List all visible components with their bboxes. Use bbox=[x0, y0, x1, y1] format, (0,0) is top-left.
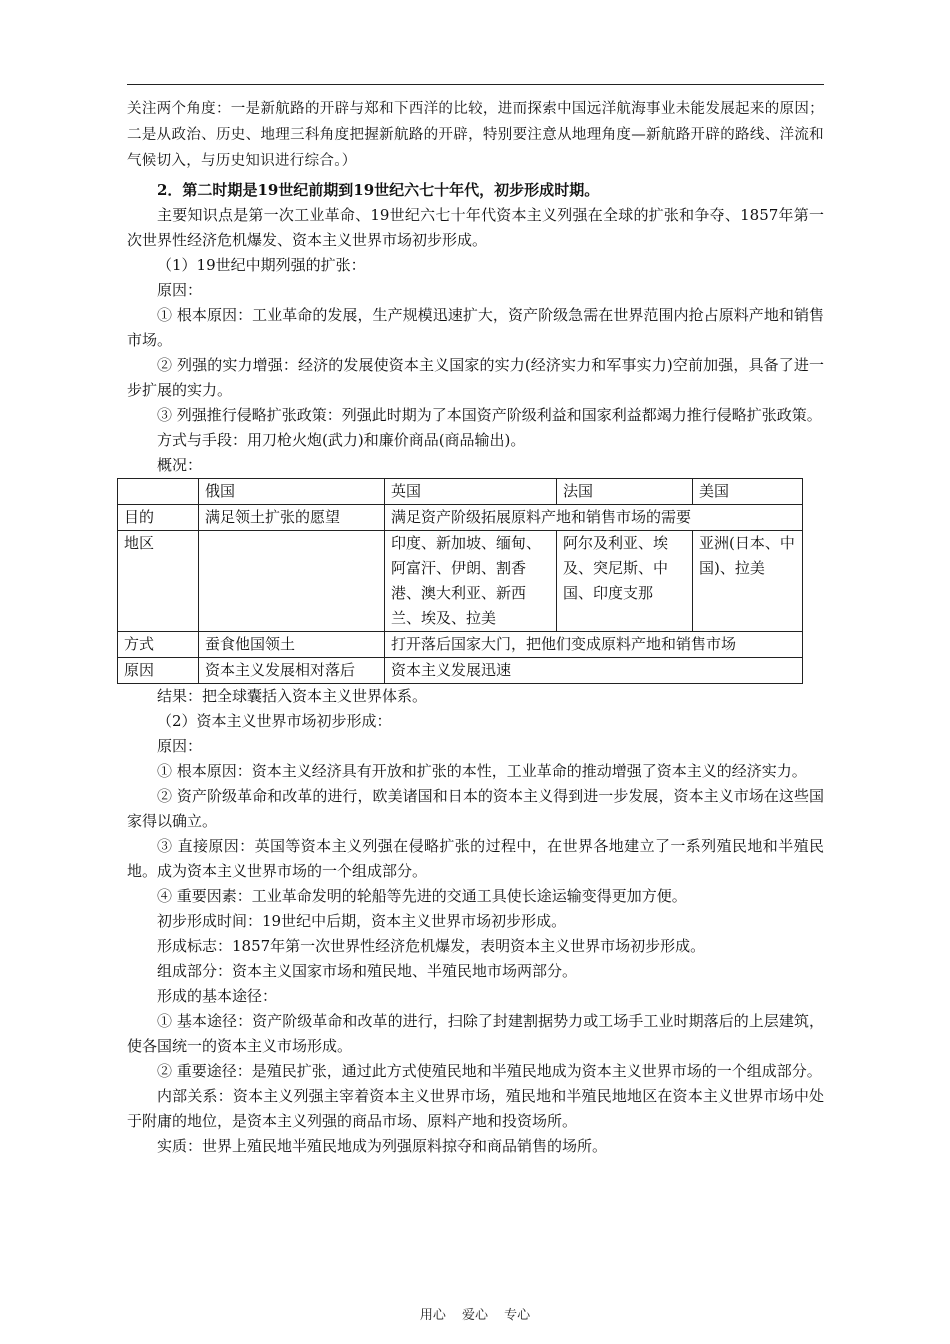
reason-item: ② 资产阶级革命和改革的进行，欧美诸国和日本的资本主义得到进一步发展，资本主义市场在这些国家得以确立。 bbox=[127, 787, 824, 830]
table-cell: 蚕食他国领土 bbox=[199, 632, 385, 658]
time-paragraph: 初步形成时间：19世纪中后期，资本主义世界市场初步形成。 bbox=[157, 912, 567, 930]
table-cell: 资本主义发展迅速 bbox=[385, 658, 803, 684]
table-cell bbox=[199, 531, 385, 632]
row-label: 方式 bbox=[118, 632, 199, 658]
header-rule bbox=[127, 84, 824, 85]
table-row bbox=[118, 632, 803, 658]
reasons-label: 原因： bbox=[157, 737, 203, 755]
row-label: 目的 bbox=[118, 505, 199, 531]
section-heading: 2．第二时期是19世纪前期到19世纪六七十年代，初步形成时期。 bbox=[157, 181, 600, 199]
reason-item: ③ 直接原因：英国等资本主义列强在侵略扩张的过程中，在世界各地建立了一系列殖民地和半殖民地。成为资本主义世界市场的一个组成部分。 bbox=[127, 837, 824, 880]
overview-label: 概况： bbox=[157, 456, 203, 474]
reason-item: ④ 重要因素：工业革命发明的轮船等先进的交通工具使长途运输变得更加方便。 bbox=[157, 887, 687, 905]
methods-paragraph: 方式与手段：用刀枪火炮(武力)和廉价商品(商品输出)。 bbox=[157, 431, 526, 449]
path-item: ① 基本途径：资产阶级革命和改革的进行，扫除了封建割据势力或工场手工业时期落后的上层建筑，使各国统一的资本主义市场形成。 bbox=[127, 1012, 824, 1055]
reasons-label: 原因： bbox=[157, 281, 203, 299]
table-cell: 资本主义发展相对落后 bbox=[199, 658, 385, 684]
table-cell: 阿尔及利亚、埃及、突尼斯、中国、印度支那 bbox=[557, 531, 693, 632]
table-cell: 美国 bbox=[693, 479, 803, 505]
intro-paragraph: 关注两个角度：一是新航路的开辟与郑和下西洋的比较，进而探索中国远洋航海事业未能发展起来的原因；二是从政治、历史、地理三科角度把握新航路的开辟，特别要注意从地理角度—新航路开辟的路线、洋流和气候切入，与历史知识进行综合。） bbox=[127, 101, 824, 169]
reason-item: ① 根本原因：资本主义经济具有开放和扩张的本性，工业革命的推动增强了资本主义的经济实力。 bbox=[157, 762, 807, 780]
footer-word: 用心 bbox=[419, 1308, 446, 1323]
row-label: 原因 bbox=[118, 658, 199, 684]
overview-table bbox=[117, 478, 803, 684]
reason-item: ① 根本原因：工业革命的发展，生产规模迅速扩大，资产阶级急需在世界范围内抢占原料产地和销售市场。 bbox=[127, 306, 824, 349]
table-cell: 满足资产阶级拓展原料产地和销售市场的需要 bbox=[385, 505, 803, 531]
row-label: 地区 bbox=[118, 531, 199, 632]
essence-paragraph: 实质：世界上殖民地半殖民地成为列强原料掠夺和商品销售的场所。 bbox=[157, 1137, 608, 1155]
table-row bbox=[118, 531, 803, 632]
path-item: ② 重要途径：是殖民扩张，通过此方式使殖民地和半殖民地成为资本主义世界市场的一个组成部分。 bbox=[157, 1062, 822, 1080]
relation-paragraph: 内部关系：资本主义列强主宰着资本主义世界市场，殖民地和半殖民地地区在资本主义世界市场中处于附庸的地位，是资本主义列强的商品市场、原料产地和投资场所。 bbox=[127, 1087, 824, 1130]
table-row bbox=[118, 658, 803, 684]
table-cell: 亚洲(日本、中国)、拉美 bbox=[693, 531, 803, 632]
table-cell: 英国 bbox=[385, 479, 557, 505]
table-cell: 俄国 bbox=[199, 479, 385, 505]
content-body bbox=[124, 96, 824, 1159]
table-cell: 印度、新加坡、缅甸、阿富汗、伊朗、割香港、澳大利亚、新西兰、埃及、拉美 bbox=[385, 531, 557, 632]
table-cell: 法国 bbox=[557, 479, 693, 505]
summary-paragraph: 主要知识点是第一次工业革命、19世纪六七十年代资本主义列强在全球的扩张和争夺、1857年第一次世界性经济危机爆发、资本主义世界市场初步形成。 bbox=[127, 206, 824, 249]
reason-item: ② 列强的实力增强：经济的发展使资本主义国家的实力(经济实力和军事实力)空前加强，具备了进一步扩展的实力。 bbox=[127, 356, 824, 399]
sign-paragraph: 形成标志：1857年第一次世界性经济危机爆发，表明资本主义世界市场初步形成。 bbox=[157, 937, 706, 955]
part1-title: （1）19世纪中期列强的扩张： bbox=[157, 256, 366, 274]
footer-word: 爱心 bbox=[461, 1308, 488, 1323]
reason-item: ③ 列强推行侵略扩张政策：列强此时期为了本国资产阶级利益和国家利益都竭力推行侵略扩张政策。 bbox=[157, 406, 822, 424]
table-cell: 打开落后国家大门，把他们变成原料产地和销售市场 bbox=[385, 632, 803, 658]
footer-word: 专心 bbox=[504, 1308, 531, 1323]
table-row bbox=[118, 505, 803, 531]
result-paragraph: 结果：把全球囊括入资本主义世界体系。 bbox=[157, 687, 428, 705]
paths-label: 形成的基本途径： bbox=[157, 987, 278, 1005]
part2-title: （2）资本主义世界市场初步形成： bbox=[157, 712, 392, 730]
page-footer bbox=[0, 1304, 950, 1323]
table-header-row bbox=[118, 479, 803, 505]
table-cell: 满足领土扩张的愿望 bbox=[199, 505, 385, 531]
table-cell bbox=[118, 479, 199, 505]
components-paragraph: 组成部分：资本主义国家市场和殖民地、半殖民地市场两部分。 bbox=[157, 962, 578, 980]
